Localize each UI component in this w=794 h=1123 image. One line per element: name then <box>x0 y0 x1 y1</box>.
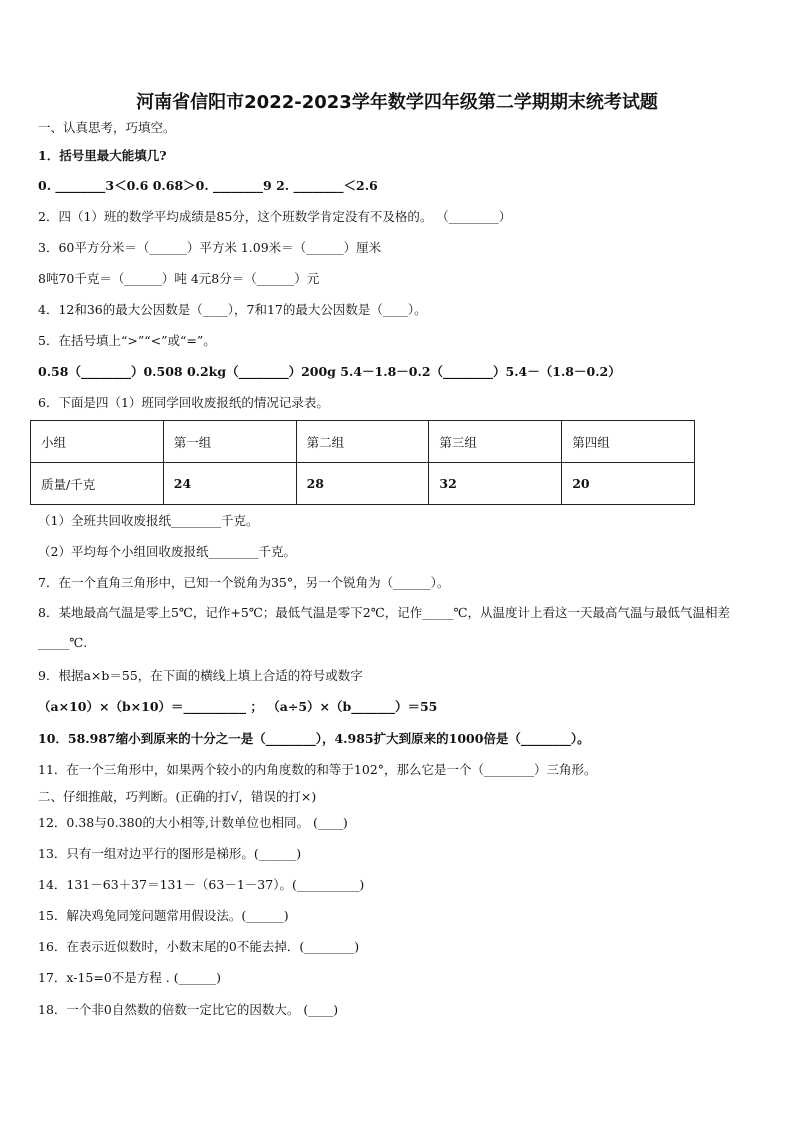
question-9-items: （a×10）×（b×10）＝__________ ； （a÷5）×（b_______）＝55 <box>38 699 438 714</box>
question-6: 6．下面是四（1）班同学回收废报纸的情况记录表。 <box>38 395 329 410</box>
question-5-items: 0.58（________）0.508 0.2kg（________）200g 5.4－1.8－0.2（________）5.4－（1.8－0.2） <box>38 364 621 379</box>
table-cell: 24 <box>163 463 296 505</box>
table-cell: 32 <box>429 463 562 505</box>
table-header-cell: 第三组 <box>429 421 562 463</box>
question-4: 4．12和36的最大公因数是（____），7和17的最大公因数是（____）。 <box>38 302 427 317</box>
table-cell: 20 <box>562 463 695 505</box>
table-header-cell: 第四组 <box>562 421 695 463</box>
question-8: 8．某地最高气温是零上5℃，记作+5℃；最低气温是零下2℃，记作_____℃，从温度计上看这一天最高气温与最低气温相差_____℃. <box>38 605 730 650</box>
recycling-record-table <box>30 420 695 505</box>
question-1-items: 0. ________3＜0.6 0.68＞0. ________9 2. ________＜2.6 <box>38 178 378 193</box>
question-7: 7．在一个直角三角形中，已知一个锐角为35°，另一个锐角为（______）。 <box>38 575 450 590</box>
table-row <box>31 463 695 505</box>
table-cell: 28 <box>296 463 429 505</box>
question-1: 1．括号里最大能填几? <box>38 148 167 163</box>
question-5: 5．在括号填上“>”“<”或“=”。 <box>38 333 216 348</box>
question-16: 16．在表示近似数时，小数末尾的0不能去掉．(________) <box>38 939 360 954</box>
section-one-heading: 一、认真思考，巧填空。 <box>38 120 176 135</box>
question-12: 12．0.38与0.380的大小相等,计数单位也相同。 (____) <box>38 815 348 830</box>
question-6-part2: （2）平均每个小组回收废报纸________千克。 <box>38 544 296 559</box>
table-row <box>31 421 695 463</box>
question-17: 17．x-15=0不是方程 . (______) <box>38 970 221 985</box>
question-18: 18．一个非0自然数的倍数一定比它的因数大。 (____) <box>38 1002 339 1017</box>
section-two-heading: 二、仔细推敲，巧判断。(正确的打√，错误的打×) <box>38 789 317 804</box>
page-title: 河南省信阳市2022-2023学年数学四年级第二学期期末统考试题 <box>136 92 658 113</box>
question-14: 14．131－63＋37＝131－（63－1－37）。(__________) <box>38 877 365 892</box>
question-11: 11．在一个三角形中，如果两个较小的内角度数的和等于102°，那么它是一个（________）三角形。 <box>38 762 597 777</box>
table-header-cell: 第二组 <box>296 421 429 463</box>
question-13: 13．只有一组对边平行的图形是梯形。(______) <box>38 846 302 861</box>
question-15: 15．解决鸡兔同笼问题常用假设法。(______) <box>38 908 289 923</box>
question-6-part1: （1）全班共回收废报纸________千克。 <box>38 513 259 528</box>
table-header-cell: 第一组 <box>163 421 296 463</box>
question-3-row2: 8吨70千克＝（______）吨 4元8分＝（______）元 <box>38 271 320 286</box>
question-3-row1: 3．60平方分米＝（______）平方米 1.09米＝（______）厘米 <box>38 240 382 255</box>
question-10: 10．58.987缩小到原来的十分之一是（________），4.985扩大到原来的1000倍是（________）。 <box>38 731 590 746</box>
table-cell: 质量/千克 <box>31 463 164 505</box>
question-2: 2．四（1）班的数学平均成绩是85分，这个班数学肯定没有不及格的。 （________） <box>38 209 512 224</box>
table-header-cell: 小组 <box>31 421 164 463</box>
question-9: 9．根据a×b＝55，在下面的横线上填上合适的符号或数字 <box>38 668 363 683</box>
